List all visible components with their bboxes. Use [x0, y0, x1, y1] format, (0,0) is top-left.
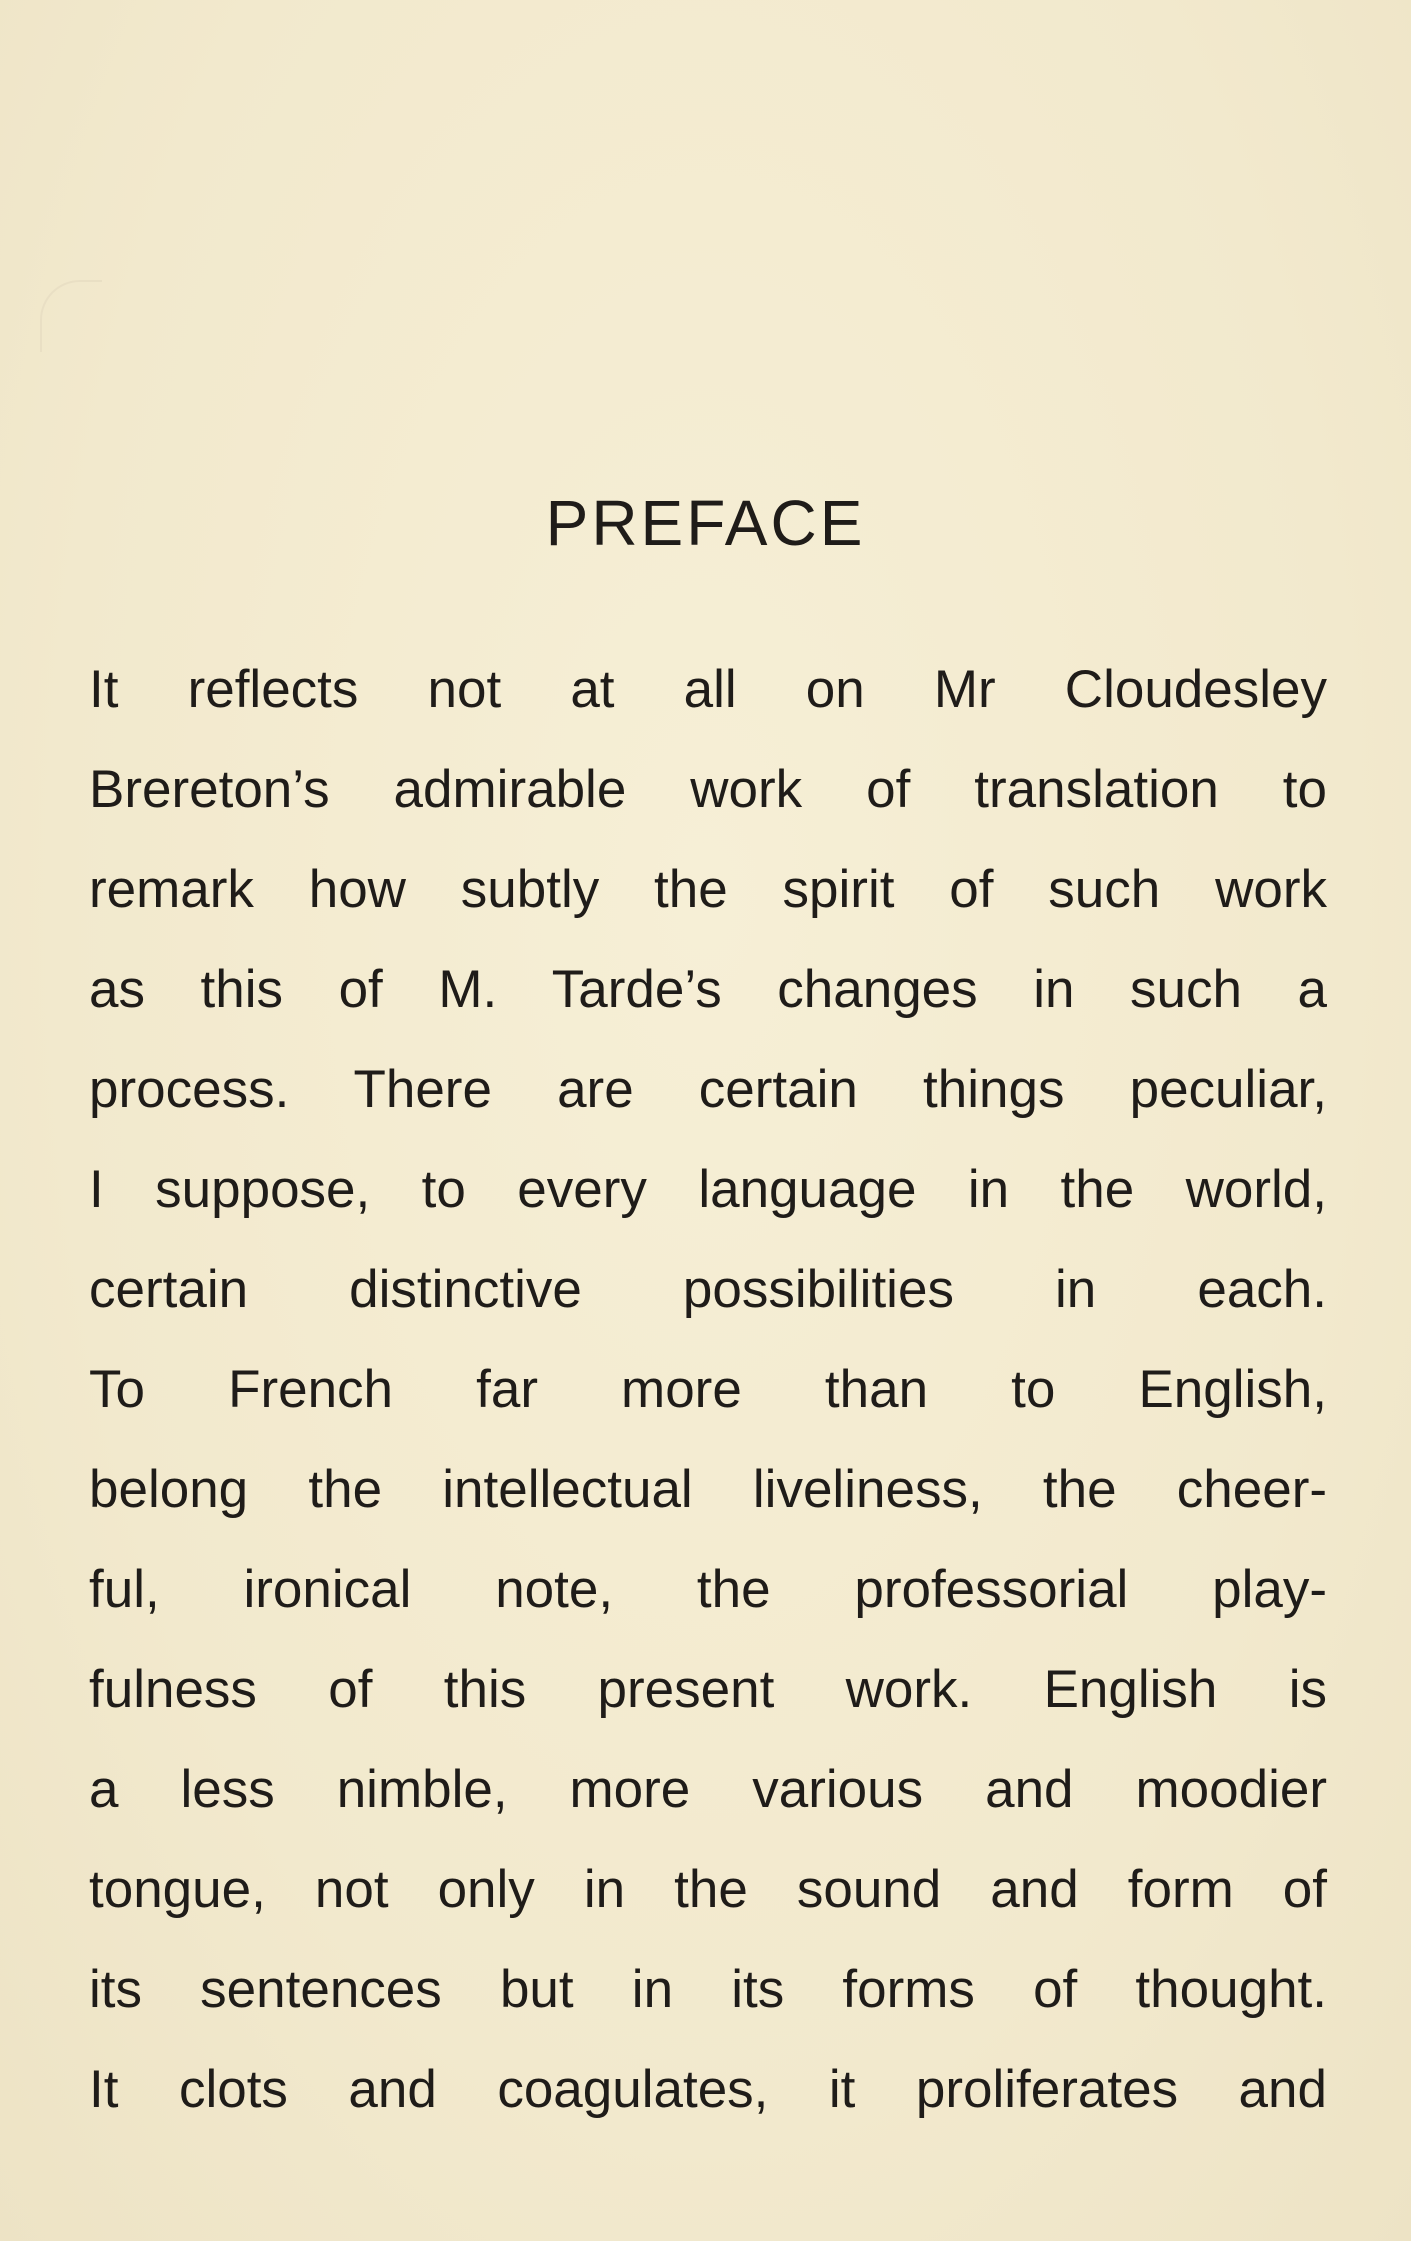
text-line: process. There are certain things peculiar,: [89, 1060, 1327, 1119]
text-line: It clots and coagulates, it proliferates and: [89, 2060, 1327, 2119]
page-title: PREFACE: [545, 487, 866, 559]
preface-text: [89, 640, 1327, 2140]
text-line: Brereton’s admirable work of translation to: [89, 760, 1327, 819]
text-line: It reflects not at all on Mr Cloudesley: [89, 660, 1327, 719]
text-line: remark how subtly the spirit of such work: [89, 860, 1327, 919]
text-line: belong the intellectual liveliness, the cheer-: [89, 1460, 1327, 1519]
text-line: tongue, not only in the sound and form of: [89, 1860, 1327, 1919]
text-line: a less nimble, more various and moodier: [89, 1760, 1327, 1819]
text-line: as this of M. Tarde’s changes in such a: [89, 960, 1327, 1019]
text-line: certain distinctive possibilities in each.: [89, 1260, 1327, 1319]
text-line: To French far more than to English,: [89, 1360, 1327, 1419]
text-line: its sentences but in its forms of thought.: [89, 1960, 1327, 2019]
text-line: fulness of this present work. English is: [89, 1660, 1327, 1719]
text-line: I suppose, to every language in the world,: [89, 1160, 1327, 1219]
paper-mark: [40, 280, 102, 352]
text-line: ful, ironical note, the professorial play-: [89, 1560, 1327, 1619]
